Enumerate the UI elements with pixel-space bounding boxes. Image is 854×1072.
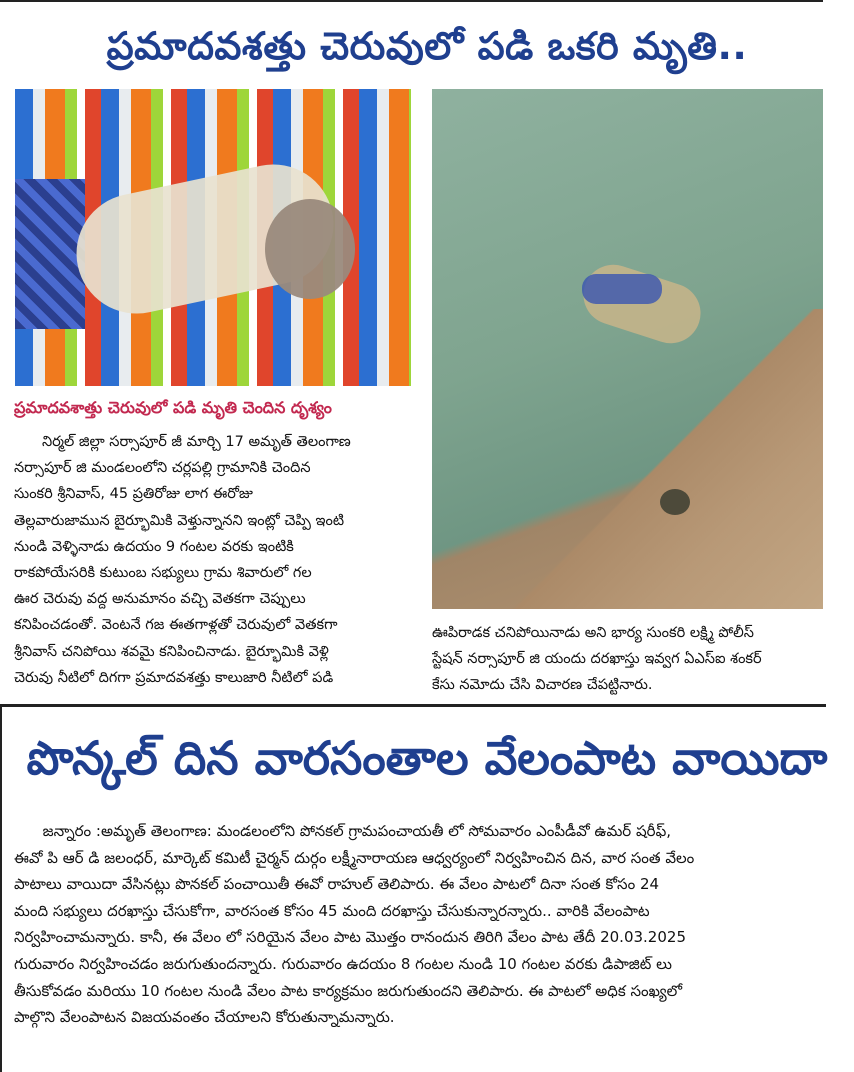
article2-line: మంది సభ్యులు దరఖాస్తు చేసుకోగా, వారసంత కోసం 45 మంది దరఖాస్తు చేసుకున్నారన్నారు.. వారికి వేలంపాట [14, 901, 650, 920]
article2-line: ఈవో పి ఆర్ డి జలంధర్, మార్కెట్ కమిటీ చైర్మన్ దుర్గం లక్ష్మీనారాయణ ఆధ్వర్యంలో నిర్వహించిన దిన, వార సంత వేలం [14, 848, 695, 867]
article1-line: శ్రీనివాస్ చనిపోయి శవమై కనిపించినాడు. బైర్భూమికి వెళ్లి [14, 643, 329, 660]
photo-deceased-on-mat [15, 89, 411, 386]
head-shape [265, 199, 355, 299]
article2-line: పాల్గొని వేలంపాటన విజయవంతం చేయాలని కోరుతున్నామన్నారు. [14, 1008, 395, 1027]
article1-line: తెల్లవారుజామున బైర్భూమికి వెళ్తున్నానని ఇంట్లో చెప్పి ఇంటి [14, 512, 345, 529]
article1-line: రాకపోయేసరికి కుటుంబ సభ్యులు గ్రామ శివారులో గల [14, 565, 312, 582]
article1-line: నర్సాపూర్ జి మండలంలోని చర్లపల్లి గ్రామానికి చెందిన [14, 460, 311, 477]
clothing-in-water-shape [582, 274, 662, 304]
shore-bank [432, 309, 823, 609]
headline-bottom: పొన్కల్ దిన వారసంతాల వేలంపాట వాయిదా [26, 731, 828, 785]
article1-line: స్టేషన్ నర్సాపూర్ జి యందు దరఖాస్తు ఇవ్వగ ఏఎస్ఐ శంకర్ [432, 651, 762, 668]
article2-line: నిర్వహించామన్నారు. కానీ, ఈ వేలం లో సరియైన వేలం పాట మొత్తం రానందున తిరిగి వేలం పాట తేదీ 20.03.2025 [14, 928, 686, 947]
article2-body [14, 818, 840, 1068]
article1-line: కనిపించడంతో. వెంటనే గజ ఈతగాళ్లతో చెరువులో వెతకగా [14, 617, 338, 634]
section-divider [0, 704, 826, 707]
article2-line: జన్నారం :అమృత్ తెలంగాణ: మండలంలోని పోనకల్ గ్రామపంచాయతీ లో సోమవారం ఎంపీడీవో ఉమర్ షరీఫ్, [14, 822, 671, 840]
article1-line: సుంకరి శ్రీనివాస్, 45 ప్రతిరోజు లాగ ఈరోజు [14, 486, 253, 503]
article1-line: నుండి వెళ్ళినాడు ఉదయం 9 గంటల వరకు ఇంటికి [14, 538, 294, 555]
photo-caption: ప్రమాదవశాత్తు చెరువులో పడి మృతి చెందిన దృశ్యం [14, 398, 332, 417]
article1-line: నిర్మల్ జిల్లా సర్సాపూర్ జీ మార్చి 17 అమృత్ తెలంగాణ [42, 434, 351, 450]
article2-line: గురువారం నిర్వహించడం జరుగుతుందన్నారు. గురువారం ఉదయం 8 గంటల నుండి 10 గంటల వరకు డిపాజిట్ లు [14, 954, 672, 973]
article1-line: ఊపిరాడక చనిపోయినాడు అని భార్య సుంకరి లక్ష్మి పోలీస్ [432, 625, 754, 641]
article2-line: తీసుకోవడం మరియు 10 గంటల నుండి వేలం పాట కార్యక్రమం జరుగుతుందని తెలిపారు. ఈ పాటలో అధిక సంఖ్యలో [14, 981, 683, 1000]
article1-line: ఊర చెరువు వద్ద అనుమానం వచ్చి వెతకగా చెప్పులు [14, 591, 306, 608]
article2-line: పాటాలు వాయిదా వేసినట్లు పొనకల్ పంచాయితీ ఈవో రాహుల్ తెలిపారు. ఈ వేలం పాటలో దినా సంత కోసం 24 [14, 875, 660, 894]
lungi-shape [15, 179, 85, 329]
article1-left-column [14, 429, 412, 697]
article1-right-column [432, 620, 824, 700]
article1-line: చెరువు నీటిలో దిగగా ప్రమాదవశత్తు కాలుజారి నీటిలో పడి [14, 669, 334, 686]
article1-line: కేసు నమోదు చేసి విచారణ చేపట్టినారు. [432, 677, 653, 694]
top-rule [0, 0, 823, 2]
left-border [0, 706, 2, 1072]
stone [660, 489, 690, 515]
headline-top: ప్రమాదవశత్తు చెరువులో పడి ఒకరి మృతి.. [106, 24, 748, 68]
photo-body-in-pond [432, 89, 823, 609]
